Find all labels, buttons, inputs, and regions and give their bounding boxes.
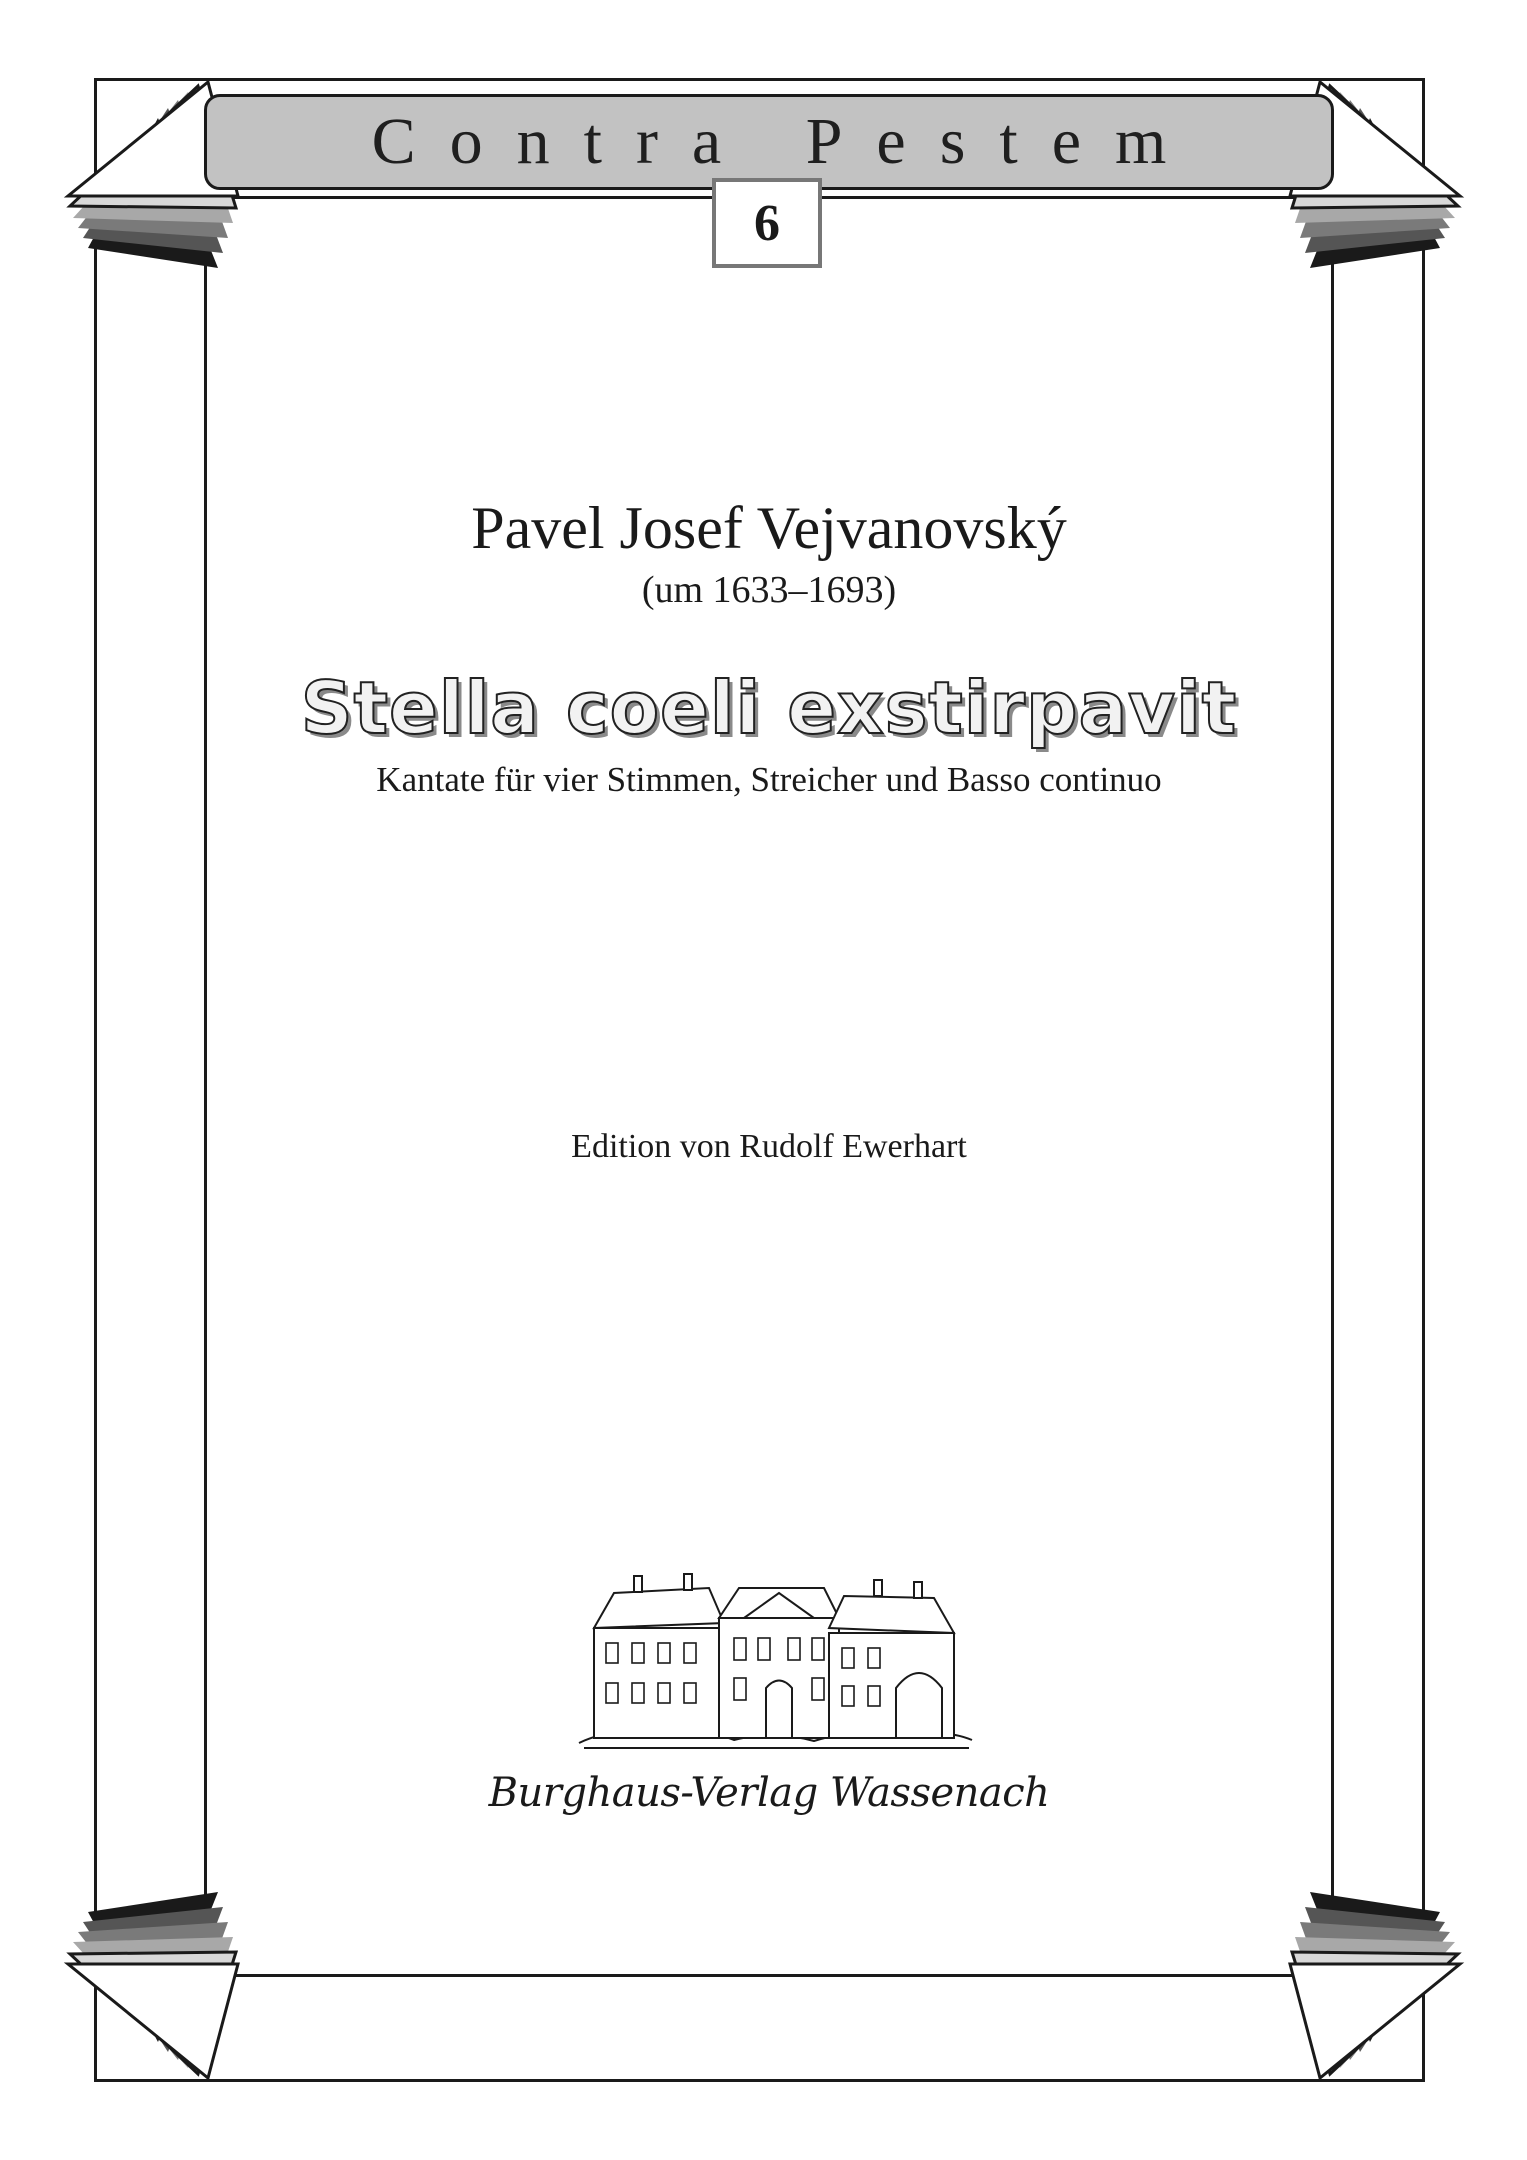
corner-ornament-bottom-left-icon xyxy=(48,1852,278,2082)
series-number-box xyxy=(712,178,822,268)
publisher-name: Burghaus-Verlag Wassenach xyxy=(488,1770,1050,1816)
corner-ornament-bottom-right-icon xyxy=(1250,1852,1480,2082)
work-title: Stella coeli exstirpavit xyxy=(300,666,1238,750)
work-subtitle: Kantate für vier Stimmen, Streicher und Basso continuo xyxy=(376,760,1162,799)
composer-name: Pavel Josef Vejvanovský xyxy=(471,495,1067,561)
series-title: Contra Pestem xyxy=(371,105,1201,178)
series-number: 6 xyxy=(754,194,780,252)
castle-building-icon xyxy=(574,1548,974,1753)
series-banner xyxy=(204,94,1334,190)
edition-credit: Edition von Rudolf Ewerhart xyxy=(571,1128,967,1165)
composer-dates: (um 1633–1693) xyxy=(641,569,897,611)
